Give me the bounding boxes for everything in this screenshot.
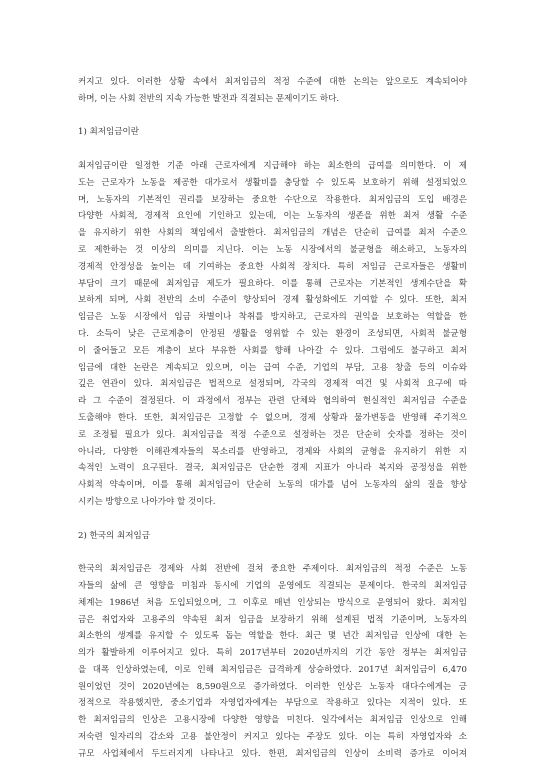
- text-line: 다. 소득이 낮은 근로계층이 안정된 생활을 영위할 수 있는 환경이 조성되면, 사회적 불균형: [78, 328, 467, 339]
- intro-paragraph: [78, 74, 467, 108]
- text-line: 보하게 되며, 사회 전반의 소비 수준이 향상되어 경제 활성화에도 기여할 수 있다. 또한, 최저: [78, 295, 467, 306]
- paragraph-gap: [78, 141, 467, 158]
- text-line: 시키는 방향으로 나아가야 할 것이다.: [78, 496, 216, 507]
- text-line: 다양한 사회적, 경제적 요인에 기인하고 있는데, 이는 노동자의 생존을 위한 최저 생활 수준: [78, 211, 467, 222]
- text-line: 한국의 최저임금은 경제와 사회 전반에 걸쳐 중요한 주제이다. 최저임금의 적정 수준은 노동: [78, 564, 467, 575]
- text-line: 속적인 노력이 요구된다. 결국, 최저임금은 단순한 경제 지표가 아니라 복지와 공정성을 위한: [78, 463, 467, 474]
- text-line: 을 유지하기 위한 사회의 책임에서 출발한다. 최저임금의 개념은 단순히 급여를 최저 수준으: [78, 228, 467, 239]
- text-line: 하며, 이는 사회 전반의 지속 가능한 발전과 직결되는 문제이기도 하다.: [78, 93, 340, 104]
- text-line: 정적으로 작용했지만, 중소기업과 자영업자에게는 부담으로 작용하고 있다는 지적이 있다. 또: [78, 698, 467, 709]
- text-line: 커지고 있다. 이러한 상황 속에서 최저임금의 적정 수준에 대한 논의는 앞으로도 계속되어야: [78, 77, 467, 87]
- text-line: 경제적 안정성을 높이는 데 기여하는 중요한 사회적 장치다. 특히 저임금 근로자들은 생활비: [78, 261, 467, 272]
- text-line: 최소한의 생계를 유지할 수 있도록 돕는 역할을 한다. 최근 몇 년간 최저임금 인상에 대한 논: [78, 631, 467, 642]
- text-line: 이 줄어들고 모든 계층이 보다 부유한 사회를 향해 나아갈 수 있다. 그럼에도 불구하고 최저: [78, 345, 467, 356]
- text-line: 을 대폭 인상하였는데, 이로 인해 최저임금은 급격하게 상승하였다. 2017년 최저임금이 6,470: [78, 664, 467, 675]
- text-line: 아니라, 다양한 이해관계자들의 목소리를 반영하고, 경제와 사회의 균형을 유지하기 위한 지: [78, 446, 467, 457]
- text-line: 임금은 노동 시장에서 임금 차별이나 착취를 방지하고, 근로자의 권익을 보호하는 역할을 한: [78, 312, 467, 323]
- text-line: 부담이 크기 때문에 최저임금 제도가 필요하다. 이를 통해 근로자는 기본적인 생계수단을 확: [78, 278, 467, 289]
- text-line: 체계는 1986년 처음 도입되었으며, 그 이후로 매년 인상되는 방식으로 운영되어 왔다. 최저임: [78, 597, 467, 608]
- text-line: 저숙련 일자리의 감소와 고용 불안정이 커지고 있다는 주장도 있다. 이는 특히 자영업자와 소: [78, 732, 467, 743]
- text-line: 의가 활발하게 이루어지고 있다. 특히 2017년부터 2020년까지의 기간 동안 정부는 최저임금: [78, 648, 467, 659]
- section1-body-paragraph: [78, 158, 467, 511]
- text-line: 며, 노동자의 기본적인 권리를 보장하는 중요한 수단으로 작용한다. 최저임금의 도입 배경은: [78, 194, 467, 205]
- text-line: 도는 근로자가 노동을 제공한 대가로서 생활비를 충당할 수 있도록 보호하기 위해 설정되었으: [78, 177, 467, 188]
- text-line: 금은 취업자와 고용주의 약속된 최저 임금을 보장하기 위해 설계된 법적 기준이며, 노동자의: [78, 614, 467, 625]
- text-line: 라 그 수준이 결정된다. 이 과정에서 정부는 관련 단체와 협의하여 현실적인 최저임금 수준을: [78, 396, 467, 407]
- paragraph-gap: [78, 544, 467, 561]
- section2-body-paragraph: [78, 561, 467, 763]
- text-line: 사회적 약속이며, 이를 통해 최저임금이 단순히 노동의 대가를 넘어 노동자의 삶의 질을 향상: [78, 480, 467, 491]
- paragraph-gap: [78, 511, 467, 528]
- text-line: 규모 사업체에서 두드러지게 나타나고 있다. 한편, 최저임금의 인상이 소비력 증가로 이어져: [78, 748, 467, 759]
- text-line: 원이었던 것이 2020년에는 8,590원으로 증가하였다. 이러한 인상은 노동자 대다수에게는 긍: [78, 681, 467, 692]
- paragraph-gap: [78, 108, 467, 125]
- text-line: 임금에 대한 논란은 계속되고 있으며, 이는 급여 수준, 기업의 부담, 고용 창출 등의 이슈와: [78, 362, 467, 373]
- section-heading-korea-minimum-wage: 2) 한국의 최저임금: [78, 530, 150, 541]
- section-heading-minimum-wage: 1) 최저임금이란: [78, 127, 140, 138]
- text-line: 깊은 연관이 있다. 최저임금은 법적으로 설정되며, 각국의 경제적 여건 및 사회적 요구에 따: [78, 379, 467, 390]
- text-line: 최저임금이란 일정한 기준 아래 근로자에게 지급해야 하는 최소한의 급여를 의미한다. 이 제: [78, 160, 467, 171]
- text-line: 로 조정될 필요가 있다. 최저임금을 적정 수준으로 설정하는 것은 단순히 숫자를 정하는 것이: [78, 429, 467, 440]
- text-line: 한 최저임금의 인상은 고용시장에 다양한 영향을 미친다. 일각에서는 최저임금 인상으로 인해: [78, 715, 467, 726]
- text-line: 로 제한하는 것 이상의 의미를 지닌다. 이는 노동 시장에서의 불균형을 해소하고, 노동자의: [78, 244, 467, 255]
- text-line: 자들의 삶에 큰 영향을 미침과 동시에 기업의 운영에도 직결되는 문제이다. 한국의 최저임금: [78, 580, 467, 591]
- text-line: 도출해야 한다. 또한, 최저임금은 고정할 수 없으며, 경제 상황과 물가변동을 반영해 주기적으: [78, 412, 467, 423]
